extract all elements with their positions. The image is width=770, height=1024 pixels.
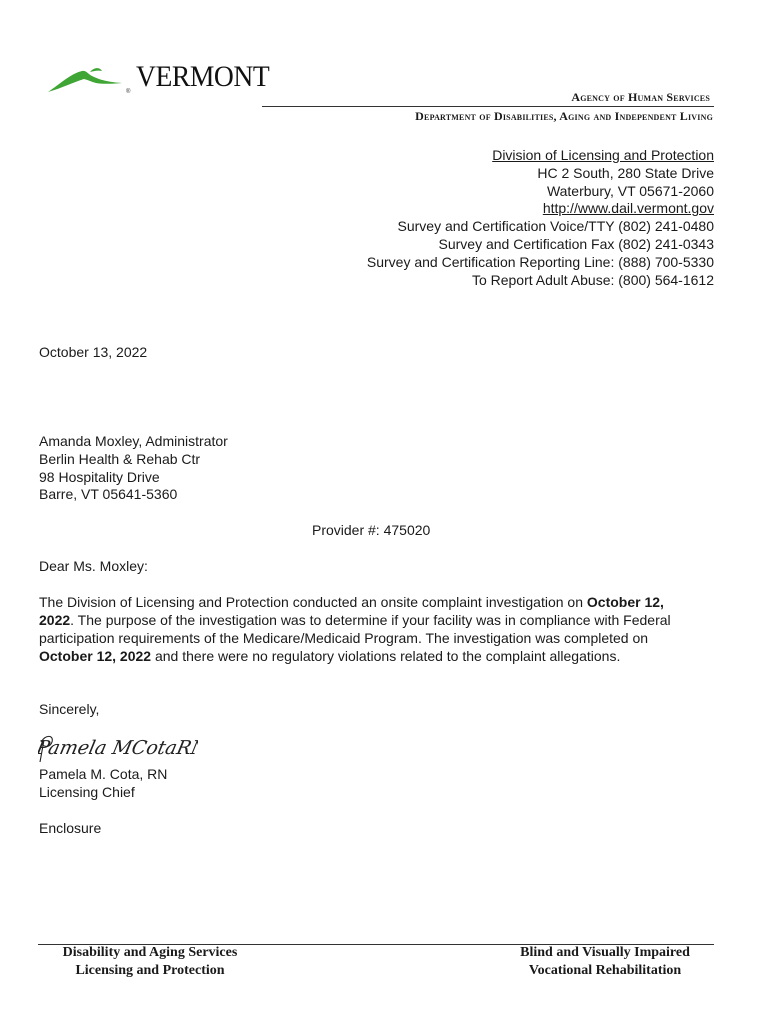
closing: Sincerely, bbox=[39, 701, 100, 717]
contact-block bbox=[367, 147, 714, 289]
fax-line: Survey and Certification Fax (802) 241-0343 bbox=[438, 235, 714, 252]
recipient-street: 98 Hospitality Drive bbox=[39, 468, 160, 485]
body-text-2: . The purpose of the investigation was to determine if your facility was in compliance with Federal participation requirements of the Medicare/Medicaid Program. The investigation was completed on bbox=[39, 612, 671, 647]
inspection-date-1: October 12, 2022 bbox=[39, 594, 664, 629]
signature-glyphs: Pamela MCotaRN bbox=[38, 736, 198, 759]
svg-text:®: ® bbox=[126, 89, 131, 95]
recipient-name: Amanda Moxley, Administrator bbox=[39, 433, 228, 449]
address-line-1: HC 2 South, 280 State Drive bbox=[537, 164, 714, 181]
provider-number: Provider #: 475020 bbox=[312, 522, 431, 538]
body-text-1: The Division of Licensing and Protection conducted an onsite complaint investigation on bbox=[39, 594, 587, 610]
signer-name: Pamela M. Cota, RN bbox=[39, 766, 168, 782]
department-name: Department of Disabilities, Aging and Independent Living bbox=[415, 109, 713, 123]
salutation: Dear Ms. Moxley: bbox=[39, 558, 148, 574]
signature-image bbox=[38, 732, 198, 766]
abuse-line: To Report Adult Abuse: (800) 564-1612 bbox=[471, 271, 714, 288]
website-link[interactable]: http://www.dail.vermont.gov bbox=[542, 200, 714, 217]
footer-left bbox=[46, 944, 254, 979]
voice-line: Survey and Certification Voice/TTY (802) 241-0480 bbox=[397, 218, 714, 235]
reporting-line: Survey and Certification Reporting Line: (888) 700-5330 bbox=[366, 253, 714, 270]
agency-name: Agency of Human Services bbox=[571, 90, 710, 104]
address-line-2: Waterbury, VT 05671-2060 bbox=[546, 182, 714, 199]
footer-left-line-1: Disability and Aging Services bbox=[62, 945, 238, 960]
recipient-city: Barre, VT 05641-5360 bbox=[39, 486, 178, 503]
body-text-3: and there were no regulatory violations related to the complaint allegations. bbox=[151, 648, 621, 665]
signer-title: Licensing Chief bbox=[39, 783, 135, 800]
footer-right bbox=[500, 944, 710, 979]
letter-date: October 13, 2022 bbox=[39, 344, 148, 360]
division-name: Division of Licensing and Protection bbox=[492, 147, 714, 163]
footer-right-line-1: Blind and Visually Impaired bbox=[520, 945, 690, 960]
mountain-logo-icon bbox=[46, 62, 136, 98]
logo-wordmark: VERMONT bbox=[136, 60, 270, 93]
footer-right-line-2: Vocational Rehabilitation bbox=[528, 962, 682, 978]
recipient-facility: Berlin Health & Rehab Ctr bbox=[39, 450, 201, 467]
vermont-logo bbox=[46, 60, 286, 100]
signer-block bbox=[39, 766, 167, 802]
letter-body bbox=[39, 593, 699, 665]
recipient-address bbox=[39, 433, 228, 504]
enclosure-note: Enclosure bbox=[39, 820, 102, 836]
letterhead-divider bbox=[262, 106, 714, 107]
footer-left-line-2: Licensing and Protection bbox=[75, 962, 225, 978]
inspection-date-2: October 12, 2022 bbox=[39, 648, 152, 665]
